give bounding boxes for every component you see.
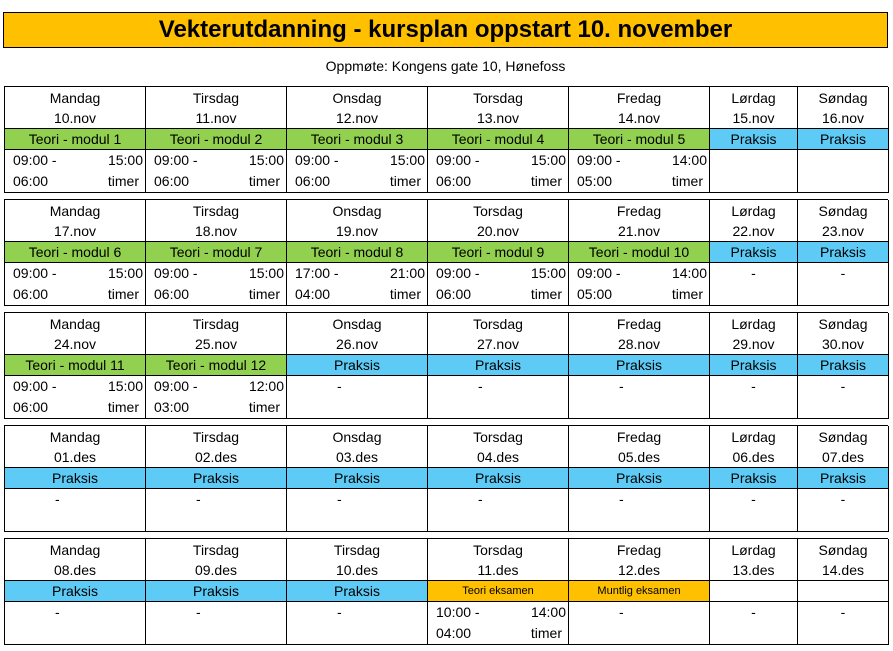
meeting-place: Oppmøte: Kongens gate 10, Hønefoss: [325, 58, 566, 74]
day-header: [710, 87, 798, 129]
duration-unit: timer: [248, 286, 280, 302]
day-header: [428, 87, 569, 129]
day-header: [5, 200, 146, 242]
week-block: [4, 538, 888, 645]
time-cell: [5, 263, 146, 306]
duration: 05:00: [577, 286, 613, 302]
activity-bar: Praksis: [5, 468, 146, 489]
day-date: 07.des: [821, 448, 865, 465]
day-header: [710, 200, 798, 242]
day-date: 29.nov: [732, 335, 775, 352]
duration-unit: timer: [107, 399, 139, 415]
activity-bar: Praksis: [798, 355, 889, 376]
day-header: [569, 539, 710, 581]
end-time: 15:00: [248, 265, 284, 281]
day-header: [569, 426, 710, 468]
time-cell: [428, 376, 569, 419]
duration: 06:00: [154, 286, 190, 302]
activity-bar: Praksis: [710, 129, 798, 150]
day-date: 04.des: [476, 448, 520, 465]
activity-bar: Praksis: [798, 468, 889, 489]
time-cell: [569, 263, 710, 306]
end-time: 15:00: [389, 152, 425, 168]
day-name: Torsdag: [473, 89, 523, 106]
end-time: 12:00: [248, 378, 284, 394]
day-header: [569, 313, 710, 355]
day-name: Onsdag: [332, 428, 382, 445]
week-block: [4, 199, 888, 306]
duration: 05:00: [577, 173, 613, 189]
activity-bar: Praksis: [428, 355, 569, 376]
time-cell: [146, 263, 287, 306]
day-name: Lørdag: [731, 428, 776, 445]
day-date: 13.nov: [476, 109, 520, 126]
empty-marker: -: [751, 265, 756, 281]
empty-marker: -: [196, 491, 201, 507]
duration-unit: timer: [248, 173, 280, 189]
duration-unit: timer: [107, 286, 139, 302]
activity-bar: Teori - modul 10: [569, 242, 710, 263]
day-date: 30.nov: [821, 335, 865, 352]
activity-bar: Teori - modul 7: [146, 242, 287, 263]
day-date: 17.nov: [53, 222, 97, 239]
activity-bar: Teori - modul 9: [428, 242, 569, 263]
activity-bar: Praksis: [287, 468, 428, 489]
time-cell: [287, 150, 428, 193]
time-cell: [287, 376, 428, 419]
end-time: 15:00: [530, 152, 566, 168]
day-name: Onsdag: [332, 315, 382, 332]
duration: 06:00: [13, 399, 49, 415]
day-header: [287, 426, 428, 468]
time-cell: [146, 489, 287, 532]
day-name: Søndag: [818, 89, 868, 106]
empty-marker: -: [619, 491, 624, 507]
empty-marker: -: [751, 378, 756, 394]
duration-unit: timer: [671, 286, 703, 302]
day-date: 28.nov: [617, 335, 661, 352]
end-time: 21:00: [389, 265, 425, 281]
duration: 04:00: [295, 286, 331, 302]
duration: 06:00: [154, 173, 190, 189]
day-date: 21.nov: [617, 222, 661, 239]
day-date: 15.nov: [732, 109, 775, 126]
day-date: 08.des: [53, 561, 97, 578]
day-header: [710, 539, 798, 581]
empty-marker: -: [478, 491, 483, 507]
end-time: 15:00: [248, 152, 284, 168]
day-header: [5, 426, 146, 468]
day-date: 16.nov: [821, 109, 865, 126]
time-cell: [428, 150, 569, 193]
day-header: [146, 426, 287, 468]
end-time: 14:00: [671, 152, 707, 168]
day-date: 26.nov: [335, 335, 379, 352]
day-name: Torsdag: [473, 315, 523, 332]
duration: 06:00: [436, 286, 472, 302]
day-date: 10.des: [335, 561, 379, 578]
day-header: [5, 313, 146, 355]
duration: 06:00: [436, 173, 472, 189]
day-date: 10.nov: [53, 109, 97, 126]
day-header: [428, 426, 569, 468]
week-block: [4, 312, 888, 419]
activity-bar: Praksis: [5, 581, 146, 602]
time-cell: [146, 602, 287, 645]
duration-unit: timer: [389, 286, 421, 302]
time-cell: [428, 602, 569, 645]
day-header: [569, 87, 710, 129]
activity-bar: Praksis: [710, 355, 798, 376]
time-cell: [798, 263, 889, 306]
time-cell: [710, 263, 798, 306]
time-cell: [5, 489, 146, 532]
day-name: Torsdag: [473, 202, 523, 219]
day-date: 05.des: [617, 448, 661, 465]
activity-bar: Teori eksamen: [428, 581, 569, 602]
start-time: 09:00 -: [13, 378, 57, 394]
day-header: [146, 87, 287, 129]
day-date: 18.nov: [194, 222, 238, 239]
day-name: Mandag: [49, 202, 101, 219]
day-header: [428, 313, 569, 355]
time-cell: [798, 376, 889, 419]
start-time: 09:00 -: [13, 152, 57, 168]
day-name: Mandag: [49, 541, 101, 558]
day-name: Tirsdag: [333, 541, 381, 558]
start-time: 09:00 -: [436, 152, 480, 168]
start-time: 17:00 -: [295, 265, 339, 281]
activity-bar: Praksis: [798, 242, 889, 263]
week-grid: [4, 86, 888, 193]
day-date: 14.nov: [617, 109, 661, 126]
day-name: Lørdag: [731, 541, 776, 558]
day-name: Torsdag: [473, 541, 523, 558]
empty-marker: -: [840, 378, 846, 394]
day-name: Søndag: [818, 315, 868, 332]
day-name: Onsdag: [332, 202, 382, 219]
day-name: Torsdag: [473, 428, 523, 445]
day-header: [287, 87, 428, 129]
day-name: Fredag: [616, 202, 662, 219]
end-time: 15:00: [530, 265, 566, 281]
week-grid: [4, 538, 888, 645]
day-name: Søndag: [818, 202, 868, 219]
day-date: 23.nov: [821, 222, 865, 239]
activity-bar: Teori - modul 8: [287, 242, 428, 263]
page-title: Vekterutdanning - kursplan oppstart 10. november: [3, 12, 888, 48]
day-date: 24.nov: [53, 335, 97, 352]
time-cell: [287, 602, 428, 645]
day-header: [798, 200, 889, 242]
time-cell: [569, 376, 710, 419]
activity-bar: Praksis: [710, 468, 798, 489]
activity-bar: Praksis: [146, 468, 287, 489]
time-cell: [5, 150, 146, 193]
activity-bar: Praksis: [569, 468, 710, 489]
time-cell: [798, 150, 889, 193]
start-time: 09:00 -: [295, 152, 339, 168]
end-time: 15:00: [107, 378, 143, 394]
start-time: 09:00 -: [436, 265, 480, 281]
activity-bar: Praksis: [287, 581, 428, 602]
duration-unit: timer: [248, 399, 280, 415]
day-name: Søndag: [818, 428, 868, 445]
day-header: [798, 313, 889, 355]
time-cell: [710, 489, 798, 532]
day-header: [428, 200, 569, 242]
empty-marker: -: [337, 491, 342, 507]
end-time: 14:00: [671, 265, 707, 281]
start-time: 09:00 -: [154, 152, 198, 168]
empty-marker: -: [840, 265, 846, 281]
time-cell: [5, 602, 146, 645]
activity-bar: Praksis: [798, 129, 889, 150]
activity-bar: Teori - modul 3: [287, 129, 428, 150]
time-cell: [428, 489, 569, 532]
activity-bar: Praksis: [287, 355, 428, 376]
day-name: Lørdag: [731, 202, 776, 219]
time-cell: [146, 376, 287, 419]
time-cell: [798, 602, 889, 645]
time-cell: [569, 489, 710, 532]
activity-bar: Praksis: [569, 355, 710, 376]
day-header: [5, 539, 146, 581]
day-name: Tirsdag: [192, 541, 240, 558]
empty-marker: -: [478, 378, 483, 394]
empty-marker: -: [55, 604, 60, 620]
day-name: Tirsdag: [192, 315, 240, 332]
activity-bar: Teori - modul 6: [5, 242, 146, 263]
time-cell: [428, 263, 569, 306]
day-name: Mandag: [49, 89, 101, 106]
day-name: Fredag: [616, 89, 662, 106]
duration: 03:00: [154, 399, 190, 415]
day-date: 03.des: [335, 448, 379, 465]
time-cell: [569, 602, 710, 645]
time-cell: [5, 376, 146, 419]
start-time: 09:00 -: [577, 152, 621, 168]
time-cell: [287, 489, 428, 532]
time-cell: [569, 150, 710, 193]
day-date: 02.des: [194, 448, 238, 465]
duration: 06:00: [295, 173, 331, 189]
duration-unit: timer: [530, 173, 562, 189]
activity-bar: Teori - modul 1: [5, 129, 146, 150]
activity-bar: [710, 581, 798, 602]
activity-bar: Praksis: [428, 468, 569, 489]
activity-bar: Teori - modul 4: [428, 129, 569, 150]
day-name: Lørdag: [731, 89, 776, 106]
activity-bar: Teori - modul 12: [146, 355, 287, 376]
day-name: Mandag: [49, 315, 101, 332]
duration-unit: timer: [671, 173, 703, 189]
week-block: [4, 425, 888, 532]
day-date: 22.nov: [732, 222, 775, 239]
activity-bar: Muntlig eksamen: [569, 581, 710, 602]
day-header: [428, 539, 569, 581]
time-cell: [146, 150, 287, 193]
day-name: Tirsdag: [192, 428, 240, 445]
day-date: 14.des: [821, 561, 865, 578]
start-time: 09:00 -: [154, 265, 198, 281]
day-header: [569, 200, 710, 242]
day-header: [5, 87, 146, 129]
end-time: 15:00: [107, 265, 143, 281]
empty-marker: -: [337, 378, 342, 394]
end-time: 14:00: [530, 604, 566, 620]
day-header: [798, 87, 889, 129]
day-date: 13.des: [732, 561, 775, 578]
day-header: [798, 539, 889, 581]
start-time: 10:00 -: [436, 604, 480, 620]
day-date: 11.des: [477, 561, 519, 578]
day-date: 19.nov: [335, 222, 379, 239]
day-name: Onsdag: [332, 89, 382, 106]
duration-unit: timer: [107, 173, 139, 189]
time-cell: [287, 263, 428, 306]
empty-marker: -: [55, 491, 60, 507]
duration-unit: timer: [530, 625, 562, 641]
week-grid: [4, 199, 888, 306]
duration: 06:00: [13, 286, 49, 302]
week-grid: [4, 425, 888, 532]
day-header: [710, 426, 798, 468]
activity-bar: Teori - modul 5: [569, 129, 710, 150]
duration-unit: timer: [389, 173, 421, 189]
empty-marker: -: [619, 604, 624, 620]
day-date: 12.des: [617, 561, 661, 578]
day-header: [287, 313, 428, 355]
day-date: 06.des: [732, 448, 775, 465]
duration: 06:00: [13, 173, 49, 189]
day-header: [146, 539, 287, 581]
activity-bar: Praksis: [710, 242, 798, 263]
day-name: Søndag: [818, 541, 868, 558]
time-cell: [710, 150, 798, 193]
activity-bar: Teori - modul 11: [5, 355, 146, 376]
day-header: [287, 539, 428, 581]
day-header: [287, 200, 428, 242]
activity-bar: [798, 581, 889, 602]
empty-marker: -: [840, 491, 846, 507]
day-date: 11.nov: [195, 109, 237, 126]
time-cell: [710, 376, 798, 419]
day-header: [798, 426, 889, 468]
day-header: [710, 313, 798, 355]
week-grid: [4, 312, 888, 419]
day-date: 27.nov: [476, 335, 520, 352]
activity-bar: Praksis: [146, 581, 287, 602]
day-name: Fredag: [616, 541, 662, 558]
duration-unit: timer: [530, 286, 562, 302]
day-date: 09.des: [194, 561, 238, 578]
empty-marker: -: [840, 604, 846, 620]
day-header: [146, 313, 287, 355]
start-time: 09:00 -: [13, 265, 57, 281]
start-time: 09:00 -: [154, 378, 198, 394]
time-cell: [710, 602, 798, 645]
empty-marker: -: [196, 604, 201, 620]
empty-marker: -: [337, 604, 342, 620]
day-date: 01.des: [53, 448, 97, 465]
end-time: 15:00: [107, 152, 143, 168]
day-name: Tirsdag: [192, 89, 240, 106]
day-name: Fredag: [616, 315, 662, 332]
day-date: 20.nov: [476, 222, 520, 239]
start-time: 09:00 -: [577, 265, 621, 281]
empty-marker: -: [751, 604, 756, 620]
day-header: [146, 200, 287, 242]
day-name: Mandag: [49, 428, 101, 445]
day-name: Tirsdag: [192, 202, 240, 219]
empty-marker: -: [751, 491, 756, 507]
day-date: 12.nov: [335, 109, 379, 126]
activity-bar: Teori - modul 2: [146, 129, 287, 150]
duration: 04:00: [436, 625, 472, 641]
time-cell: [798, 489, 889, 532]
day-date: 25.nov: [194, 335, 238, 352]
empty-marker: -: [619, 378, 624, 394]
day-name: Lørdag: [731, 315, 776, 332]
week-block: [4, 86, 888, 193]
day-name: Fredag: [616, 428, 662, 445]
